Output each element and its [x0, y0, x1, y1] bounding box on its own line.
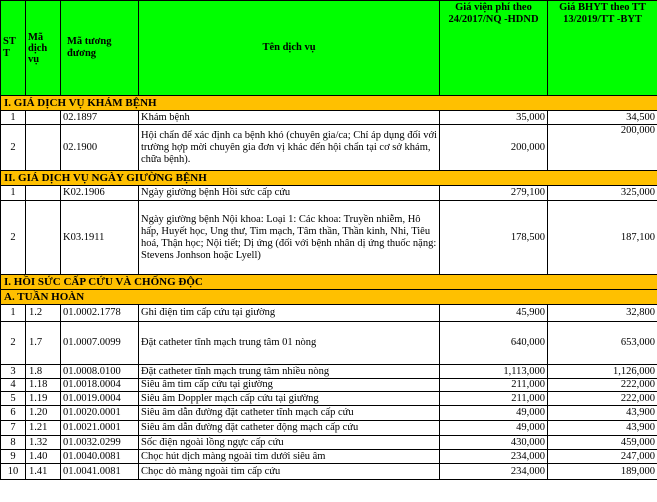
cell-service-name: Chọc dò màng ngoài tim cấp cứu [139, 464, 440, 480]
table-row [1, 111, 657, 125]
cell-service-name: Ngày giường bệnh Hồi sức cấp cứu [139, 186, 440, 201]
cell-equivalent-code: 01.0041.0081 [61, 464, 139, 480]
cell-service-code [26, 125, 61, 171]
cell-service-code: 1.18 [26, 379, 61, 392]
header-service-code: Mã dịch vụ [26, 1, 61, 96]
cell-hospital-fee: 49,000 [440, 406, 548, 421]
cell-hospital-fee: 640,000 [440, 322, 548, 365]
cell-insurance-price: 222,000 [548, 392, 657, 406]
cell-equivalent-code: 01.0032.0299 [61, 436, 139, 450]
cell-service-name: Hội chẩn để xác định ca bệnh khó (chuyên gia/ca; Chỉ áp dụng đối với trường hợp mời chuyên gia đơn vị khác đến hội chẩn tại cơ sở khám, chữa bệnh). [139, 125, 440, 171]
cell-service-code: 1.7 [26, 322, 61, 365]
header-stt: ST T [1, 1, 26, 96]
cell-hospital-fee: 178,500 [440, 201, 548, 275]
cell-insurance-price: 32,800 [548, 305, 657, 322]
subsection-row [1, 290, 657, 305]
header-row [1, 1, 657, 96]
cell-service-name: Đặt catheter tĩnh mạch trung tâm nhiều nòng [139, 365, 440, 379]
header-service-name: Tên dịch vụ [139, 1, 440, 96]
table-row [1, 125, 657, 171]
section-row [1, 96, 657, 111]
cell-equivalent-code: K03.1911 [61, 201, 139, 275]
cell-service-name: Chọc hút dịch màng ngoài tim dưới siêu âm [139, 450, 440, 464]
table-row [1, 392, 657, 406]
cell-insurance-price: 653,000 [548, 322, 657, 365]
header-insurance-price: Giá BHYT theo TT 13/2019/TT -BYT [548, 1, 657, 96]
cell-stt: 1 [1, 186, 26, 201]
table-row [1, 421, 657, 436]
cell-service-code: 1.8 [26, 365, 61, 379]
cell-hospital-fee: 279,100 [440, 186, 548, 201]
cell-service-name: Siêu âm dẫn đường đặt catheter tĩnh mạch cấp cứu [139, 406, 440, 421]
cell-hospital-fee: 49,000 [440, 421, 548, 436]
cell-equivalent-code: 01.0008.0100 [61, 365, 139, 379]
table-row [1, 436, 657, 450]
cell-insurance-price: 43,900 [548, 406, 657, 421]
cell-stt: 3 [1, 365, 26, 379]
header-equivalent-code: Mã tương đương [61, 1, 139, 96]
table-row [1, 379, 657, 392]
cell-hospital-fee: 45,900 [440, 305, 548, 322]
table-row [1, 322, 657, 365]
cell-service-name: Đặt catheter tĩnh mạch trung tâm 01 nòng [139, 322, 440, 365]
cell-equivalent-code: 01.0019.0004 [61, 392, 139, 406]
cell-service-name: Ngày giường bệnh Nội khoa: Loại 1: Các khoa: Truyền nhiễm, Hô hấp, Huyết học, Ung thư, Tim mạch, Tâm thần, Thần kinh, Nhi, Tiêu hoá, Thận học; Nội tiết; Dị ứng (đối với bệnh nhân dị ứng thuốc nặng: Stevens Jonhson hoặc Lyell) [139, 201, 440, 275]
cell-stt: 10 [1, 464, 26, 480]
cell-equivalent-code: 01.0020.0001 [61, 406, 139, 421]
cell-stt: 1 [1, 111, 26, 125]
section-row [1, 171, 657, 186]
section-title: II. GIÁ DỊCH VỤ NGÀY GIƯỜNG BỆNH [1, 171, 657, 186]
cell-service-code: 1.20 [26, 406, 61, 421]
cell-stt: 2 [1, 201, 26, 275]
cell-equivalent-code: 01.0007.0099 [61, 322, 139, 365]
header-hospital-fee: Giá viện phí theo 24/2017/NQ -HDND [440, 1, 548, 96]
cell-service-name: Siêu âm dẫn đường đặt catheter động mạch cấp cứu [139, 421, 440, 436]
cell-service-name: Ghi điện tim cấp cứu tại giường [139, 305, 440, 322]
cell-service-code: 1.40 [26, 450, 61, 464]
cell-service-code [26, 201, 61, 275]
table-row [1, 365, 657, 379]
table-row [1, 450, 657, 464]
cell-stt: 6 [1, 406, 26, 421]
cell-equivalent-code: 01.0040.0081 [61, 450, 139, 464]
cell-insurance-price: 34,500 [548, 111, 657, 125]
cell-service-code: 1.19 [26, 392, 61, 406]
cell-hospital-fee: 430,000 [440, 436, 548, 450]
cell-insurance-price: 459,000 [548, 436, 657, 450]
table-row [1, 201, 657, 275]
cell-equivalent-code: 01.0002.1778 [61, 305, 139, 322]
cell-hospital-fee: 200,000 [440, 125, 548, 171]
cell-hospital-fee: 211,000 [440, 392, 548, 406]
table-row [1, 406, 657, 421]
cell-insurance-price: 1,126,000 [548, 365, 657, 379]
cell-hospital-fee: 234,000 [440, 464, 548, 480]
cell-service-name: Siêu âm tim cấp cứu tại giường [139, 379, 440, 392]
cell-equivalent-code: 01.0021.0001 [61, 421, 139, 436]
cell-hospital-fee: 1,113,000 [440, 365, 548, 379]
cell-hospital-fee: 211,000 [440, 379, 548, 392]
cell-hospital-fee: 234,000 [440, 450, 548, 464]
section-title: I. HỒI SỨC CẤP CỨU VÀ CHỐNG ĐỘC [1, 275, 657, 290]
cell-service-code [26, 111, 61, 125]
cell-service-code: 1.41 [26, 464, 61, 480]
table-row [1, 186, 657, 201]
cell-stt: 4 [1, 379, 26, 392]
cell-stt: 9 [1, 450, 26, 464]
cell-insurance-price: 325,000 [548, 186, 657, 201]
cell-stt: 1 [1, 305, 26, 322]
cell-insurance-price: 43,900 [548, 421, 657, 436]
cell-service-code: 1.32 [26, 436, 61, 450]
cell-service-code: 1.2 [26, 305, 61, 322]
cell-hospital-fee: 35,000 [440, 111, 548, 125]
cell-stt: 7 [1, 421, 26, 436]
cell-service-name: Sốc điện ngoài lồng ngực cấp cứu [139, 436, 440, 450]
cell-insurance-price: 187,100 [548, 201, 657, 275]
cell-insurance-price: 247,000 [548, 450, 657, 464]
cell-stt: 8 [1, 436, 26, 450]
cell-equivalent-code: 01.0018.0004 [61, 379, 139, 392]
cell-service-code: 1.21 [26, 421, 61, 436]
cell-equivalent-code: 02.1897 [61, 111, 139, 125]
cell-service-name: Siêu âm Doppler mạch cấp cứu tại giường [139, 392, 440, 406]
cell-equivalent-code: 02.1900 [61, 125, 139, 171]
table-row [1, 305, 657, 322]
table-row [1, 464, 657, 480]
cell-insurance-price: 222,000 [548, 379, 657, 392]
cell-service-name: Khám bệnh [139, 111, 440, 125]
cell-insurance-price: 200,000 [548, 125, 657, 171]
cell-insurance-price: 189,000 [548, 464, 657, 480]
section-row [1, 275, 657, 290]
cell-service-code [26, 186, 61, 201]
subsection-title: A. TUẦN HOÀN [1, 290, 657, 305]
cell-stt: 2 [1, 125, 26, 171]
cell-stt: 5 [1, 392, 26, 406]
cell-stt: 2 [1, 322, 26, 365]
cell-equivalent-code: K02.1906 [61, 186, 139, 201]
section-title: I. GIÁ DỊCH VỤ KHÁM BỆNH [1, 96, 657, 111]
